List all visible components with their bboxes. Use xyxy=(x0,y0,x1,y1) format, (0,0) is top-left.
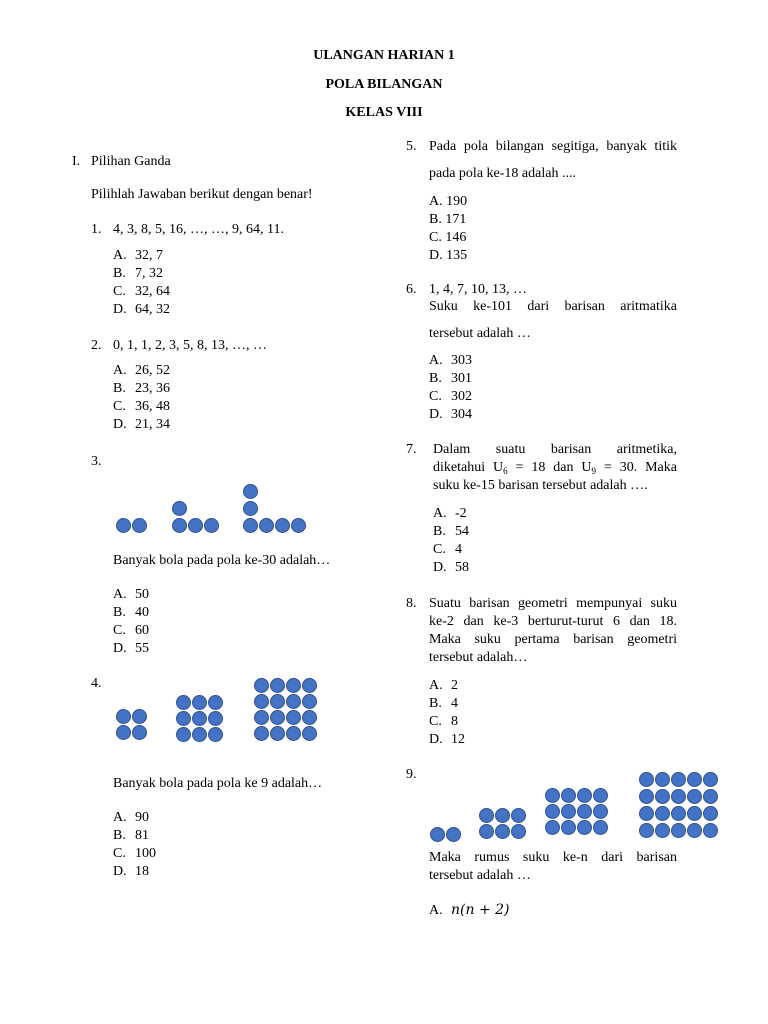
q5-option-c: C. 146 xyxy=(429,230,467,245)
ball xyxy=(243,518,258,533)
q6-option-b: B. 301 xyxy=(429,371,472,386)
ball xyxy=(208,711,223,726)
q3-option-c: C. 60 xyxy=(113,623,149,638)
q3-options xyxy=(113,586,149,658)
q8-option-d: D. 12 xyxy=(429,732,465,747)
ball xyxy=(639,789,654,804)
ball xyxy=(270,710,285,725)
q6-line1: 1, 4, 7, 10, 13, … xyxy=(429,282,527,297)
ball xyxy=(208,695,223,710)
ball xyxy=(254,726,269,741)
ball xyxy=(286,710,301,725)
ball xyxy=(172,501,187,516)
page-title: ULANGAN HARIAN 1 xyxy=(313,48,455,63)
ball xyxy=(291,518,306,533)
ball xyxy=(275,518,290,533)
ball xyxy=(577,788,592,803)
q8-line4: tersebut adalah… xyxy=(429,650,528,665)
ball xyxy=(270,726,285,741)
q8-number: 8. xyxy=(406,596,417,611)
q6-line3: tersebut adalah … xyxy=(429,326,531,341)
q6-line2: Suku ke-101 dari barisan aritmatika xyxy=(429,299,677,314)
ball xyxy=(655,789,670,804)
ball xyxy=(687,772,702,787)
q6-number: 6. xyxy=(406,282,417,297)
section-instruction: Pilihlah Jawaban berikut dengan benar! xyxy=(91,187,313,202)
ball xyxy=(511,824,526,839)
q3-option-d: D. 55 xyxy=(113,641,149,656)
ball xyxy=(687,823,702,838)
page-class: KELAS VIII xyxy=(345,105,423,120)
q7-line3: suku ke-15 barisan tersebut adalah …. xyxy=(433,478,648,493)
q1-text: 4, 3, 8, 5, 16, …, …, 9, 64, 11. xyxy=(113,222,284,237)
ball xyxy=(176,695,191,710)
q8-options xyxy=(429,677,465,749)
q8-option-c: C. 8 xyxy=(429,714,458,729)
page-subtitle: POLA BILANGAN xyxy=(325,77,443,92)
section-number: I. xyxy=(72,154,81,169)
ball xyxy=(188,518,203,533)
q8-line2: ke-2 dan ke-3 berturut-turut 6 dan 18. xyxy=(429,614,677,629)
ball xyxy=(176,711,191,726)
q5-line2: pada pola ke-18 adalah .... xyxy=(429,166,576,181)
ball xyxy=(302,726,317,741)
ball xyxy=(204,518,219,533)
q2-number: 2. xyxy=(91,338,102,353)
ball xyxy=(116,709,131,724)
q4-option-c: C. 100 xyxy=(113,846,156,861)
ball xyxy=(687,789,702,804)
q7-line1: Dalam suatu barisan aritmetika, xyxy=(433,442,677,457)
ball xyxy=(116,518,131,533)
ball xyxy=(430,827,445,842)
ball xyxy=(687,806,702,821)
ball xyxy=(593,788,608,803)
q7-option-d: D. 58 xyxy=(433,560,469,575)
ball xyxy=(302,678,317,693)
ball xyxy=(655,772,670,787)
ball xyxy=(593,820,608,835)
q8-line1: Suatu barisan geometri mempunyai suku xyxy=(429,596,677,611)
ball xyxy=(577,804,592,819)
ball xyxy=(671,789,686,804)
q3-option-b: B. 40 xyxy=(113,605,149,620)
ball xyxy=(286,678,301,693)
ball xyxy=(259,518,274,533)
q7-option-c: C. 4 xyxy=(433,542,462,557)
ball xyxy=(302,710,317,725)
ball xyxy=(655,823,670,838)
ball xyxy=(132,725,147,740)
q2-options xyxy=(113,362,170,434)
q8-option-b: B. 4 xyxy=(429,696,458,711)
ball xyxy=(561,820,576,835)
ball xyxy=(286,726,301,741)
q3-text: Banyak bola pada pola ke-30 adalah… xyxy=(113,553,331,568)
q5-option-a: A. 190 xyxy=(429,194,468,209)
ball xyxy=(639,823,654,838)
q1-option-d: D. 64, 32 xyxy=(113,302,170,317)
q5-option-d: D. 135 xyxy=(429,248,468,263)
ball xyxy=(270,678,285,693)
q8-option-a: A. 2 xyxy=(429,678,458,693)
q9-number: 9. xyxy=(406,767,417,782)
ball xyxy=(302,694,317,709)
ball xyxy=(254,678,269,693)
ball xyxy=(577,820,592,835)
ball xyxy=(703,789,718,804)
q1-number: 1. xyxy=(91,222,102,237)
q1-option-c: C. 32, 64 xyxy=(113,284,170,299)
q4-text: Banyak bola pada pola ke 9 adalah… xyxy=(113,776,323,791)
q2-option-c: C. 36, 48 xyxy=(113,399,170,414)
ball xyxy=(703,823,718,838)
q4-option-b: B. 81 xyxy=(113,828,149,843)
q1-options xyxy=(113,247,170,319)
ball xyxy=(511,808,526,823)
q9-line2: tersebut adalah … xyxy=(429,868,531,883)
ball xyxy=(243,484,258,499)
q5-options xyxy=(429,193,467,265)
ball xyxy=(479,808,494,823)
ball xyxy=(116,725,131,740)
ball xyxy=(639,772,654,787)
ball xyxy=(655,806,670,821)
ball xyxy=(561,788,576,803)
ball xyxy=(639,806,654,821)
q9-option-a: A. n(n + 2) xyxy=(429,902,510,918)
ball xyxy=(495,808,510,823)
q7-line2: diketahui $U_6 = 18$ dan $U_9 = 30$. Maka xyxy=(433,460,677,476)
ball xyxy=(446,827,461,842)
q6-options xyxy=(429,352,472,424)
ball xyxy=(479,824,494,839)
q6-option-a: A. 303 xyxy=(429,353,472,368)
ball xyxy=(270,694,285,709)
q2-option-b: B. 23, 36 xyxy=(113,381,170,396)
ball xyxy=(703,806,718,821)
ball xyxy=(172,518,187,533)
ball xyxy=(286,694,301,709)
ball xyxy=(254,710,269,725)
q5-number: 5. xyxy=(406,139,417,154)
q8-line3: Maka suku pertama barisan geometri xyxy=(429,632,677,647)
q9-line1: Maka rumus suku ke-n dari barisan xyxy=(429,850,677,865)
ball xyxy=(703,772,718,787)
ball xyxy=(192,711,207,726)
ball xyxy=(208,727,223,742)
q5-line1: Pada pola bilangan segitiga, banyak titik xyxy=(429,139,677,154)
ball xyxy=(671,772,686,787)
ball xyxy=(176,727,191,742)
q2-text: 0, 1, 1, 2, 3, 5, 8, 13, …, … xyxy=(113,338,267,353)
q1-option-a: A. 32, 7 xyxy=(113,248,163,263)
ball xyxy=(132,709,147,724)
q4-option-d: D. 18 xyxy=(113,864,149,879)
q1-option-b: B. 7, 32 xyxy=(113,266,163,281)
q4-number: 4. xyxy=(91,676,102,691)
q5-option-b: B. 171 xyxy=(429,212,467,227)
q4-options xyxy=(113,809,156,881)
q3-number: 3. xyxy=(91,454,102,469)
ball xyxy=(593,804,608,819)
ball xyxy=(545,820,560,835)
section-title: Pilihan Ganda xyxy=(91,154,171,169)
ball xyxy=(243,501,258,516)
ball xyxy=(495,824,510,839)
ball xyxy=(545,804,560,819)
q6-option-c: C. 302 xyxy=(429,389,472,404)
q3-option-a: A. 50 xyxy=(113,587,149,602)
ball xyxy=(561,804,576,819)
ball xyxy=(192,695,207,710)
ball xyxy=(671,806,686,821)
ball xyxy=(671,823,686,838)
q4-option-a: A. 90 xyxy=(113,810,149,825)
ball xyxy=(132,518,147,533)
ball xyxy=(254,694,269,709)
q7-option-b: B. 54 xyxy=(433,524,469,539)
q2-option-a: A. 26, 52 xyxy=(113,363,170,378)
ball xyxy=(545,788,560,803)
q2-option-d: D. 21, 34 xyxy=(113,417,170,432)
q7-options xyxy=(433,505,469,577)
q7-number: 7. xyxy=(406,442,417,457)
q7-option-a: A. -2 xyxy=(433,506,467,521)
ball xyxy=(192,727,207,742)
q6-option-d: D. 304 xyxy=(429,407,472,422)
